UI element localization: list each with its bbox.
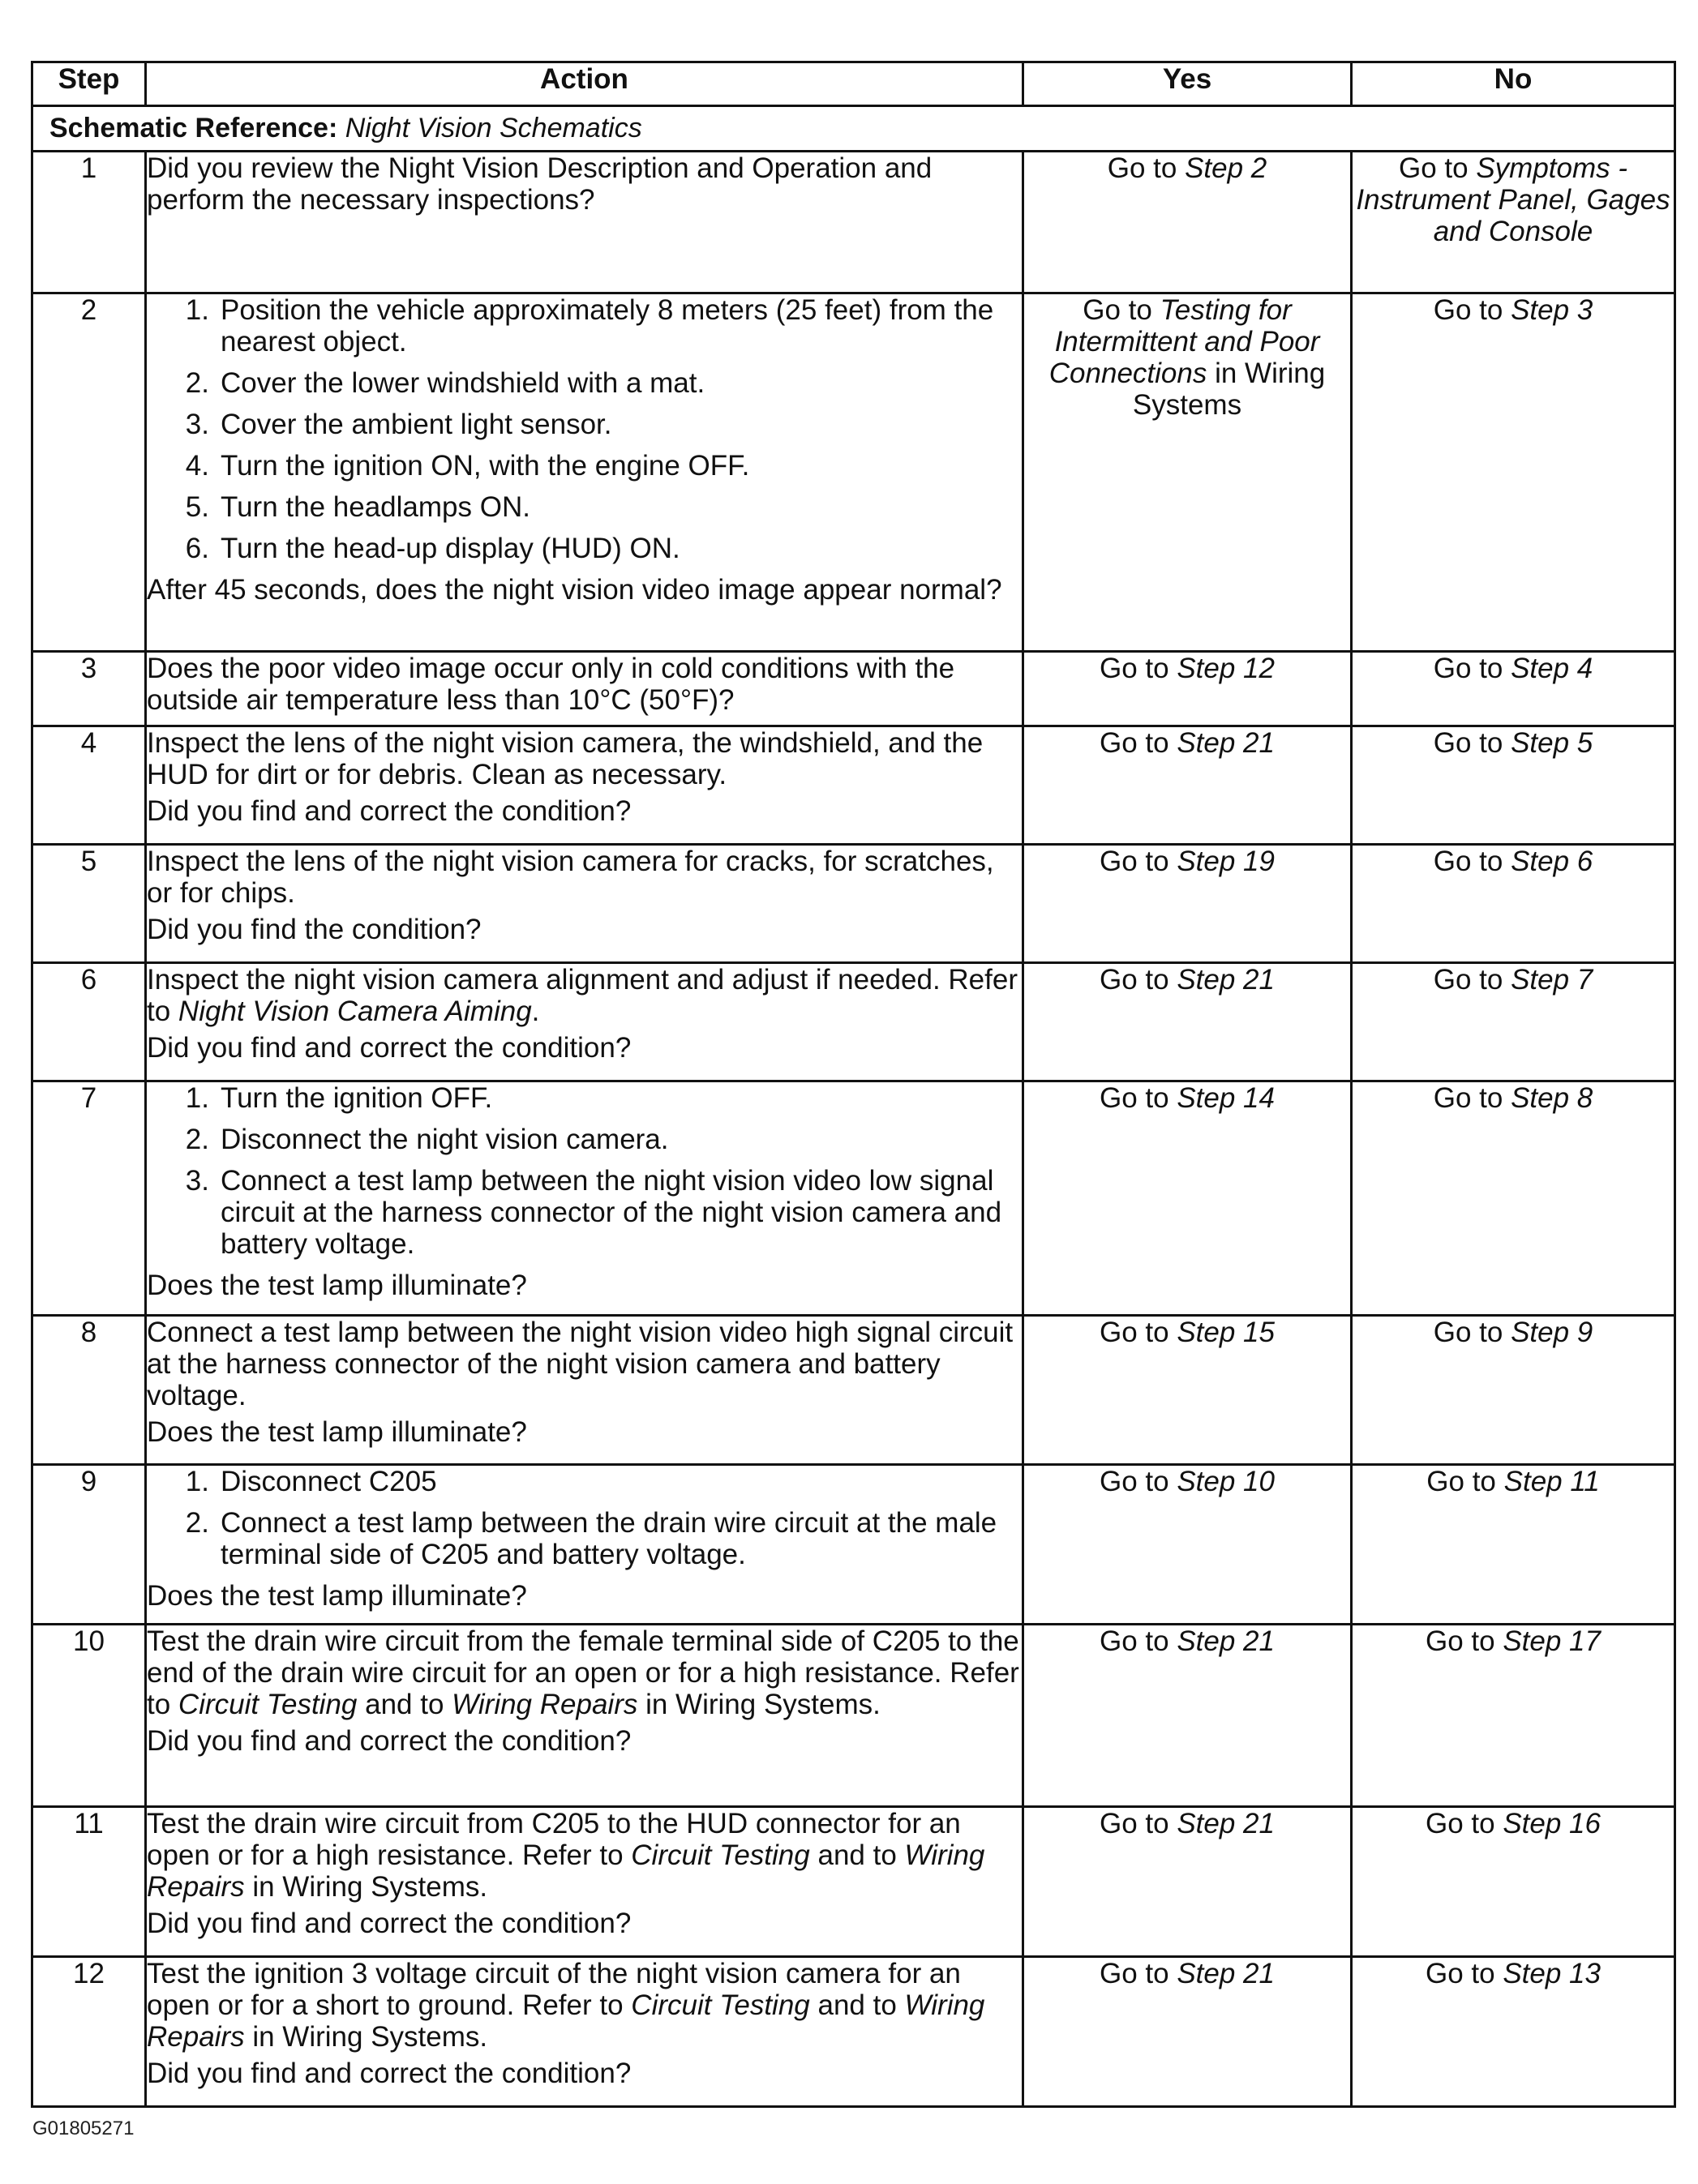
no-cell xyxy=(1352,845,1675,963)
instruction-list xyxy=(147,294,1022,564)
step-number: 11 xyxy=(32,1807,146,1957)
action-text: Test the drain wire circuit from the female terminal side of C205 to the end of the drain wire circuit for an open or for a high resistance. Refer to Circuit Testing and to Wiring Repairs in Wiring Systems. xyxy=(147,1625,1019,1720)
list-item: 5. Turn the headlamps ON. xyxy=(185,491,530,523)
question-text: Did you find and correct the condition? xyxy=(147,2058,632,2089)
yes-cell xyxy=(1023,1316,1352,1465)
yes-prefix: Go to xyxy=(1100,1958,1177,1989)
step-number: 3 xyxy=(32,652,146,726)
no-cell xyxy=(1352,726,1675,845)
action-text: Did you review the Night Vision Description and Operation and perform the necessary inspections? xyxy=(147,152,933,216)
no-link[interactable]: Step 17 xyxy=(1503,1625,1601,1657)
list-item: 2. Cover the lower windshield with a mat. xyxy=(185,367,705,399)
no-link[interactable]: Step 4 xyxy=(1511,653,1593,684)
yes-link[interactable]: Step 10 xyxy=(1177,1466,1275,1497)
no-prefix: Go to xyxy=(1426,1808,1503,1839)
figure-code: G01805271 xyxy=(32,2118,135,2139)
action-cell xyxy=(146,726,1023,845)
yes-link[interactable]: Step 21 xyxy=(1177,1808,1275,1839)
no-prefix: Go to xyxy=(1433,1082,1511,1114)
action-cell xyxy=(146,152,1023,293)
no-prefix: Go to xyxy=(1426,1466,1504,1497)
schematic-reference-row xyxy=(32,106,1675,152)
no-link[interactable]: Step 7 xyxy=(1511,964,1593,996)
action-text: Connect a test lamp between the night vision video high signal circuit at the harness connector of the night vision camera and battery voltage. xyxy=(147,1317,1014,1411)
no-cell xyxy=(1352,1957,1675,2107)
yes-link[interactable]: Step 21 xyxy=(1177,964,1275,996)
yes-link[interactable]: Step 21 xyxy=(1177,1958,1275,1989)
question-text: Does the test lamp illuminate? xyxy=(147,1580,527,1612)
table-row xyxy=(32,1465,1675,1625)
no-link[interactable]: Symptoms - Instrument Panel, Gages and Console xyxy=(1356,152,1670,247)
table-row xyxy=(32,1081,1675,1316)
step-number: 8 xyxy=(32,1316,146,1465)
yes-cell xyxy=(1023,1465,1352,1625)
no-cell xyxy=(1352,293,1675,652)
yes-cell xyxy=(1023,1625,1352,1807)
yes-prefix: Go to xyxy=(1100,1082,1177,1114)
yes-prefix: Go to xyxy=(1100,846,1177,877)
reference-link[interactable]: Wiring Repairs xyxy=(147,1989,985,2053)
yes-prefix: Go to xyxy=(1083,294,1160,326)
action-cell xyxy=(146,845,1023,963)
question-text: After 45 seconds, does the night vision video image appear normal? xyxy=(147,574,1002,606)
yes-cell xyxy=(1023,293,1352,652)
table-row xyxy=(32,963,1675,1081)
step-number: 5 xyxy=(32,845,146,963)
action-cell xyxy=(146,1807,1023,1957)
action-text: Inspect the lens of the night vision camera, the windshield, and the HUD for dirt or for debris. Clean as necessary. xyxy=(147,727,984,790)
no-cell xyxy=(1352,1807,1675,1957)
question-text: Does the test lamp illuminate? xyxy=(147,1416,527,1448)
step-number: 4 xyxy=(32,726,146,845)
table-row xyxy=(32,1316,1675,1465)
yes-link[interactable]: Step 14 xyxy=(1177,1082,1275,1114)
action-text: Test the ignition 3 voltage circuit of the night vision camera for an open or for a short to ground. Refer to Circuit Testing and to Wiring Repairs in Wiring Systems. xyxy=(147,1958,985,2053)
question-text: Did you find and correct the condition? xyxy=(147,795,632,827)
table-row xyxy=(32,1957,1675,2107)
yes-cell xyxy=(1023,1081,1352,1316)
no-link[interactable]: Step 13 xyxy=(1503,1958,1601,1989)
yes-cell xyxy=(1023,845,1352,963)
reference-link[interactable]: Circuit Testing xyxy=(631,1839,810,1871)
no-prefix: Go to xyxy=(1433,653,1511,684)
no-prefix: Go to xyxy=(1426,1958,1503,1989)
yes-link[interactable]: Step 21 xyxy=(1177,727,1275,759)
yes-prefix: Go to xyxy=(1100,1317,1177,1348)
action-text: Test the drain wire circuit from C205 to the HUD connector for an open or for a high resistance. Refer to Circuit Testing and to Wiring Repairs in Wiring Systems. xyxy=(147,1808,985,1903)
action-cell xyxy=(146,963,1023,1081)
action-text: Inspect the lens of the night vision camera for cracks, for scratches, or for chips. xyxy=(147,846,994,909)
yes-prefix: Go to xyxy=(1100,727,1177,759)
no-cell xyxy=(1352,1316,1675,1465)
yes-suffix: in Wiring Systems xyxy=(1132,358,1326,421)
table-row xyxy=(32,1625,1675,1807)
list-item: 2. Connect a test lamp between the drain wire circuit at the male terminal side of C205 and battery voltage. xyxy=(185,1507,997,1570)
no-cell xyxy=(1352,1081,1675,1316)
list-item: 3. Cover the ambient light sensor. xyxy=(185,409,612,440)
yes-link[interactable]: Testing for Intermittent and Poor Connections xyxy=(1048,294,1320,389)
question-text: Did you find the condition? xyxy=(147,914,482,945)
action-cell xyxy=(146,652,1023,726)
question-text: Did you find and correct the condition? xyxy=(147,1032,632,1064)
yes-cell xyxy=(1023,152,1352,293)
no-cell xyxy=(1352,152,1675,293)
yes-link[interactable]: Step 2 xyxy=(1185,152,1267,184)
no-prefix: Go to xyxy=(1433,1317,1511,1348)
list-item: 1. Position the vehicle approximately 8 meters (25 feet) from the nearest object. xyxy=(185,294,994,358)
list-item: 6. Turn the head-up display (HUD) ON. xyxy=(185,533,680,564)
list-item: 1. Disconnect C205 xyxy=(185,1466,437,1497)
step-number: 6 xyxy=(32,963,146,1081)
action-cell xyxy=(146,1316,1023,1465)
table-row xyxy=(32,293,1675,652)
no-cell xyxy=(1352,1625,1675,1807)
yes-prefix: Go to xyxy=(1100,653,1177,684)
no-prefix: Go to xyxy=(1433,964,1511,996)
header-action: Action xyxy=(146,62,1023,106)
header-step: Step xyxy=(32,62,146,106)
header-no: No xyxy=(1352,62,1675,106)
action-cell xyxy=(146,1465,1023,1625)
yes-link[interactable]: Step 21 xyxy=(1177,1625,1275,1657)
table-row xyxy=(32,845,1675,963)
reference-link[interactable]: Night Vision Camera Aiming xyxy=(178,996,532,1027)
table-row xyxy=(32,652,1675,726)
question-text: Did you find and correct the condition? xyxy=(147,1908,632,1939)
no-prefix: Go to xyxy=(1433,846,1511,877)
list-item: 2. Disconnect the night vision camera. xyxy=(185,1124,669,1155)
table-row xyxy=(32,726,1675,845)
yes-link[interactable]: Step 12 xyxy=(1177,653,1275,684)
no-prefix: Go to xyxy=(1426,1625,1503,1657)
no-prefix: Go to xyxy=(1398,152,1477,184)
yes-cell xyxy=(1023,1957,1352,2107)
instruction-list xyxy=(147,1466,1022,1570)
list-item: 4. Turn the ignition ON, with the engine OFF. xyxy=(185,450,750,482)
no-link[interactable]: Step 3 xyxy=(1511,294,1593,326)
yes-cell xyxy=(1023,652,1352,726)
instruction-list xyxy=(147,1082,1022,1260)
reference-link[interactable]: Wiring Repairs xyxy=(452,1689,638,1720)
yes-link[interactable]: Step 19 xyxy=(1177,846,1275,877)
table-row xyxy=(32,1807,1675,1957)
yes-prefix: Go to xyxy=(1100,964,1177,996)
no-link[interactable]: Step 6 xyxy=(1511,846,1593,877)
step-number: 1 xyxy=(32,152,146,293)
action-cell xyxy=(146,1625,1023,1807)
reference-link[interactable]: Circuit Testing xyxy=(631,1989,810,2021)
no-prefix: Go to xyxy=(1433,727,1511,759)
table-row xyxy=(32,152,1675,293)
no-cell xyxy=(1352,963,1675,1081)
yes-prefix: Go to xyxy=(1100,1466,1177,1497)
yes-cell xyxy=(1023,963,1352,1081)
reference-link[interactable]: Wiring Repairs xyxy=(147,1839,985,1903)
no-cell xyxy=(1352,1465,1675,1625)
action-cell xyxy=(146,1081,1023,1316)
no-link[interactable]: Step 5 xyxy=(1511,727,1593,759)
action-cell xyxy=(146,293,1023,652)
question-text: Does the test lamp illuminate? xyxy=(147,1270,527,1301)
no-prefix: Go to xyxy=(1433,294,1511,326)
no-cell xyxy=(1352,652,1675,726)
yes-prefix: Go to xyxy=(1100,1625,1177,1657)
no-link[interactable]: Step 11 xyxy=(1503,1466,1600,1497)
step-number: 10 xyxy=(32,1625,146,1807)
list-item: 3. Connect a test lamp between the night vision video low signal circuit at the harness connector of the night vision camera and battery voltage. xyxy=(185,1165,1002,1260)
step-number: 7 xyxy=(32,1081,146,1316)
yes-prefix: Go to xyxy=(1107,152,1186,184)
header-row xyxy=(32,62,1675,106)
action-text: Inspect the night vision camera alignment and adjust if needed. Refer to Night Vision Camera Aiming. xyxy=(147,964,1018,1027)
yes-cell xyxy=(1023,726,1352,845)
step-number: 9 xyxy=(32,1465,146,1625)
header-yes: Yes xyxy=(1023,62,1352,106)
question-text: Does the poor video image occur only in cold conditions with the outside air temperature less than 10°C (50°F)? xyxy=(147,653,955,716)
schematic-reference-link[interactable]: Night Vision Schematics xyxy=(345,113,642,143)
diagnostic-table xyxy=(31,61,1676,2108)
step-number: 12 xyxy=(32,1957,146,2107)
reference-link[interactable]: Circuit Testing xyxy=(178,1689,358,1720)
yes-cell xyxy=(1023,1807,1352,1957)
no-link[interactable]: Step 9 xyxy=(1511,1317,1593,1348)
step-number: 2 xyxy=(32,293,146,652)
no-link[interactable]: Step 8 xyxy=(1511,1082,1593,1114)
schematic-reference xyxy=(32,106,1675,152)
schematic-reference-label: Schematic Reference: xyxy=(49,113,338,143)
question-text: Did you find and correct the condition? xyxy=(147,1725,632,1757)
yes-link[interactable]: Step 15 xyxy=(1177,1317,1275,1348)
yes-prefix: Go to xyxy=(1100,1808,1177,1839)
action-cell xyxy=(146,1957,1023,2107)
list-item: 1. Turn the ignition OFF. xyxy=(185,1082,493,1114)
no-link[interactable]: Step 16 xyxy=(1503,1808,1601,1839)
